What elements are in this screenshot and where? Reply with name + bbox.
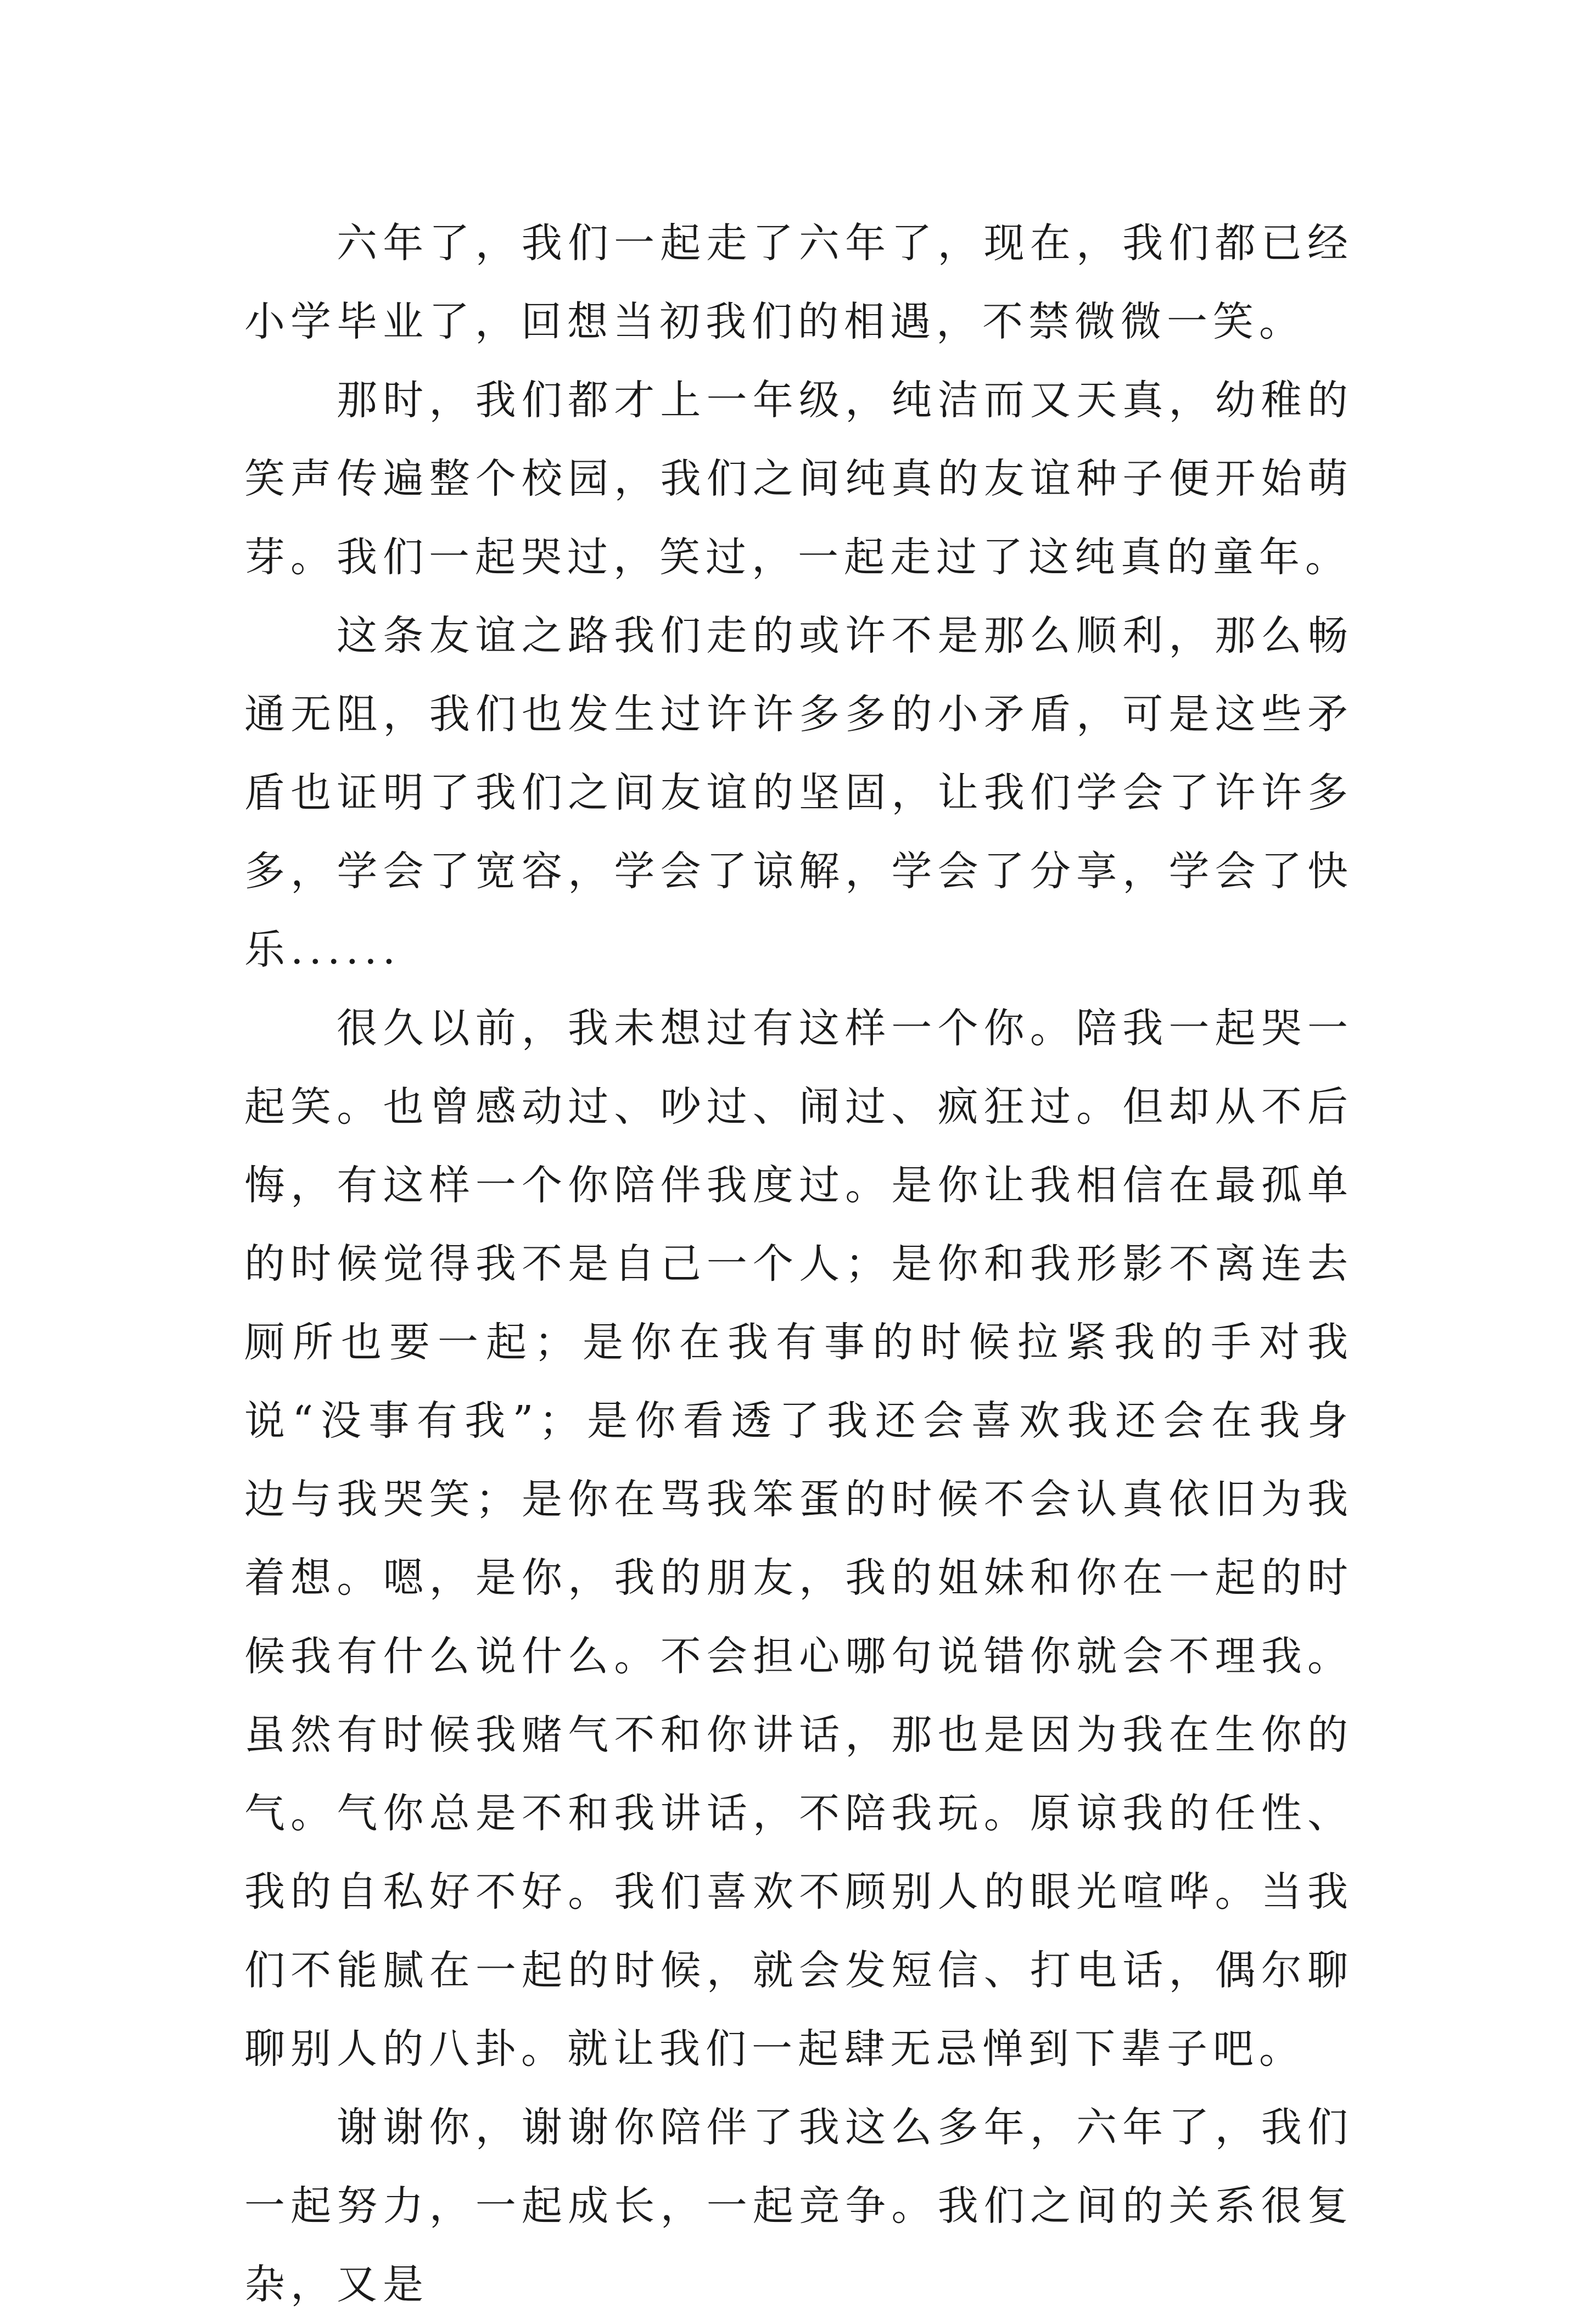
paragraph-2: 那时，我们都才上一年级，纯洁而又天真，幼稚的笑声传遍整个校园，我们之间纯真的友谊种子便开始萌芽。我们一起哭过，笑过，一起走过了这纯真的童年。 bbox=[244, 377, 1353, 581]
paragraph-4: 很久以前，我未想过有这样一个你。陪我一起哭一起笑。也曾感动过、吵过、闹过、疯狂过。但却从不后悔，有这样一个你陪伴我度过。是你让我相信在最孤单的时候觉得我不是自己一个人；是你和我形影不离连去厕所也要一起；是你在我有事的时候拉紧我的手对我说“没事有我”；是你看透了我还会喜欢我还会在我身边与我哭笑；是你在骂我笨蛋的时候不会认真依旧为我着想。嗯，是你，我的朋友，我的姐妹和你在一起的时候我有什么说什么。不会担心哪句说错你就会不理我。虽然有时候我赌气不和你讲话，那也是因为我在生你的气。气你总是不和我讲话，不陪我玩。原谅我的任性、我的自私好不好。我们喜欢不顾别人的眼光喧哗。当我们不能腻在一起的时候，就会发短信、打电话，偶尔聊聊别人的八卦。就让我们一起肆无忌惮到下辈子吧。 bbox=[244, 1005, 1353, 2073]
body-text bbox=[244, 204, 1353, 2324]
paragraph-1: 六年了，我们一起走了六年了，现在，我们都已经小学毕业了，回想当初我们的相遇，不禁微微一笑。 bbox=[244, 220, 1353, 345]
paragraph-5: 谢谢你，谢谢你陪伴了我这么多年，六年了，我们一起努力，一起成长，一起竞争。我们之间的关系很复杂，又是 bbox=[244, 2104, 1353, 2308]
paragraph-3: 这条友谊之路我们走的或许不是那么顺利，那么畅通无阻，我们也发生过许许多多的小矛盾，可是这些矛盾也证明了我们之间友谊的坚固，让我们学会了许许多多，学会了宽容，学会了谅解，学会了分享，学会了快乐...... bbox=[244, 612, 1353, 973]
